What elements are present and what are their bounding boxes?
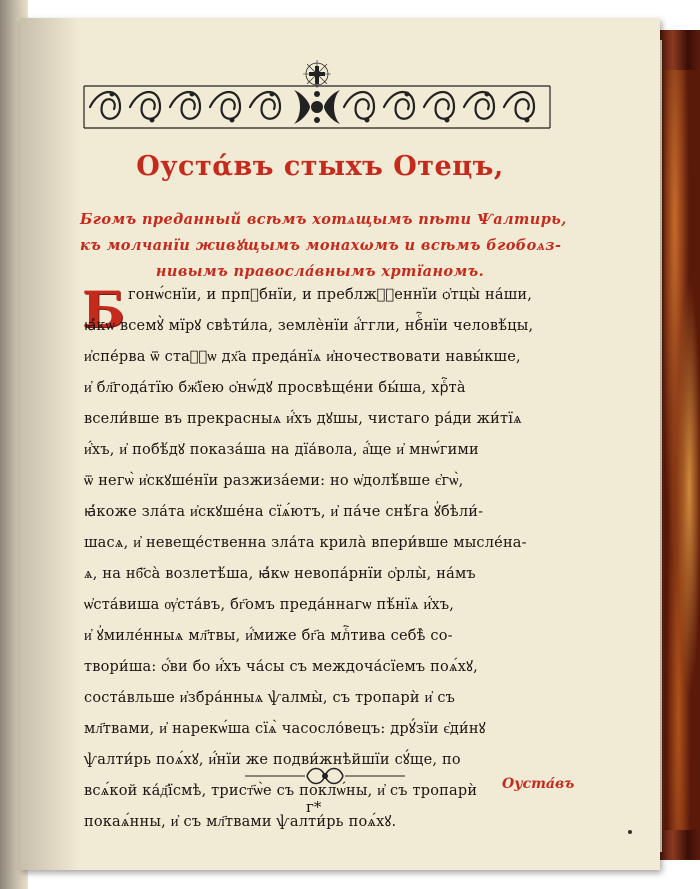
body-line: и҆́хъ, и҆ побѣ́дꙋ показа́ша на дїа́вола, а҆́ще и҆ мнѡ́гими: [84, 442, 479, 458]
ornamental-tailpiece-icon: [245, 763, 405, 789]
body-line: покаѧ́нны, и҆ съ мл҃твами ѱалти́рь поѧ́хꙋ.: [84, 814, 397, 830]
marbled-endpaper: [664, 70, 700, 830]
body-text: [84, 280, 562, 838]
body-line: гонѡ́снїи, и прпⷣбнїи, и преблжⷭ҇еннїи ѻ҆тцы̀ на́ши,: [128, 287, 533, 303]
subtitle-line: Бгомъ преданный всѣмъ хотѧщымъ пѣти Ѱалтирь,: [80, 211, 567, 228]
body-line: шасѧ, и҆ невеще́ственна зла́та крила̀ впери́вше мысле́на-: [84, 535, 527, 551]
body-line: ѧ, на нб҃са̀ возлетѣ́ша, ꙗ҆́кѡ невопа́рнїи ѻ҆рлы̀, на́мъ: [84, 566, 476, 582]
drop-cap-initial: Б: [82, 280, 125, 339]
subtitle-block: [80, 207, 567, 285]
body-line: мл҃твами, и҆ нарекѡ́ша сїѧ̀ часосло́вецъ: дрꙋ́зїи є҆ди́нꙋ: [84, 721, 486, 737]
body-line: и҆ бл҃года́тїю бж҃їею ѻ҆нѡ́дꙋ просвѣще́ни бы́ша, хрⷭ҇та̀: [84, 380, 466, 396]
body-line: ѱалти́рь поѧ́хꙋ, и҆́нїи же подви́жнѣйшїи сꙋ́ще, по: [84, 752, 461, 768]
body-line: всели́вше въ прекрасныѧ и҆́хъ дꙋшы, чистаго ра́ди жи́тїѧ: [84, 411, 522, 427]
body-line: соста́вльше и҆збра́нныѧ ѱалмы̀, съ тропарѝ и҆ съ: [84, 690, 456, 706]
body-line: ꙗ҆́кѡ всемꙋ̀ мїрꙋ свѣти́ла, землѐнїи а҆́ггли, нбⷭ҇нїи человѣ́цы,: [84, 318, 534, 334]
body-line: ꙗ҆́коже зла́та и҆скꙋше́на сїѧ́ютъ, и҆ па́че снѣ́га ꙋ҆бѣли́-: [84, 504, 484, 520]
catchword: Оуста́въ: [502, 776, 575, 792]
subtitle-line: нивымъ правосла́внымъ хртїаномъ.: [155, 263, 485, 280]
ornamental-headpiece-icon: [82, 60, 552, 132]
body-line: и҆ ꙋ҆миле́нныѧ мл҃твы, и҆́миже бг҃а млⷭ҇тива себѣ̀ со-: [84, 628, 453, 644]
body-line: и҆спе́рва ѿ стаⷢ҇ѡ дх҃а преда́нїѧ и҆ночествовати навы́кше,: [84, 349, 521, 365]
body-line: ѿ негѡ̀ и҆скꙋше́нїи разжиза́еми: но ѡ҆долѣ́вше є҆гѡ̀,: [84, 473, 464, 489]
page-speck: [628, 830, 632, 834]
body-line: твори́ша: ѻ҆́ви бо и҆́хъ ча́сы съ междоча́сїемъ поѧ́хꙋ,: [84, 659, 478, 675]
cross-icon: [303, 60, 331, 88]
body-line: ѡ҆ста́виша ѹ҆ста́въ, бг҃омъ преда́ннагѡ пѣ́нїѧ и҆́хъ,: [84, 597, 455, 613]
page-title: Оустάвъ стыхъ Отецъ,: [136, 151, 504, 182]
folio-signature: г*: [306, 798, 322, 816]
subtitle-line: къ молчанїи живꙋщымъ монахωмъ и всѣмъ бгобоѧз-: [80, 237, 562, 254]
body-line: всѧ́кой ка́д҃їсмѣ, трист҃ѡ̀е съ поклѡ́ны, и҆ съ тропарѝ: [84, 783, 478, 799]
